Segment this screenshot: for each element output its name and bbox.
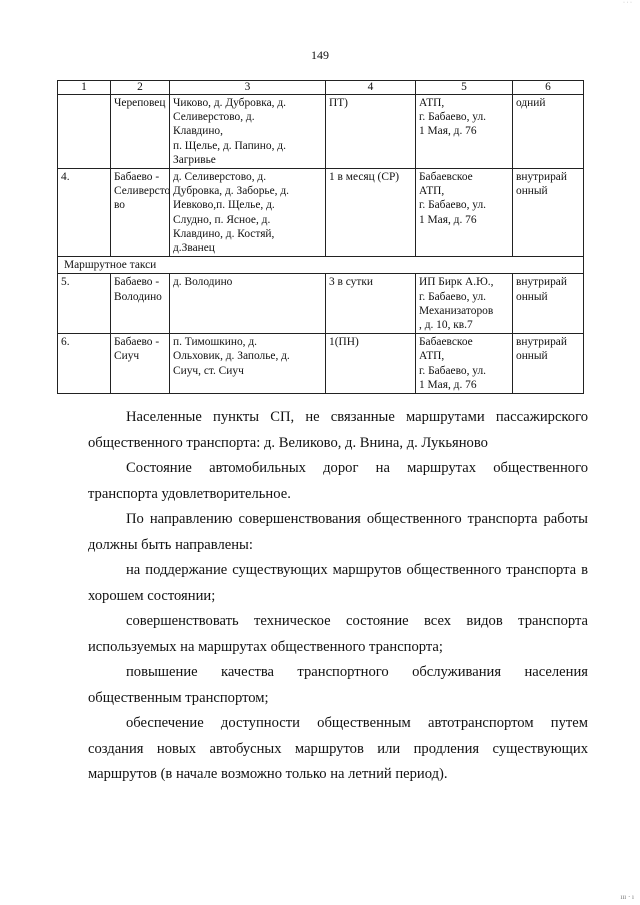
route-cell: [111, 334, 170, 394]
cell-line: Слудно, п. Ясное, д.: [173, 213, 271, 226]
row-number-cell: 5.: [58, 274, 111, 334]
column-header: 1: [58, 81, 111, 95]
cell-line: г. Бабаево, ул.: [419, 199, 487, 212]
body-paragraph: Состояние автомобильных дорог на маршрутах общественного транспорта удовлетворительное.: [88, 460, 588, 502]
route-cell: [111, 274, 170, 334]
column-header: 5: [416, 81, 513, 95]
cell-line: ПТ): [329, 97, 348, 109]
cell-line: Загривье: [173, 153, 216, 166]
routes-table: [57, 80, 584, 394]
cell-line: Сиуч, ст. Сиуч: [173, 364, 244, 377]
cell-line: одний: [516, 97, 546, 109]
cell-line: во: [114, 199, 125, 212]
body-paragraph: совершенствовать техническое состояние всех видов транспорта используемых на маршрутах общественного транспорта;: [88, 613, 588, 655]
page-number: 149: [311, 48, 329, 62]
cell-line: Володино: [114, 290, 162, 303]
cell-line: Иевково,п. Щелье, д.: [173, 199, 275, 212]
body-paragraph: Населенные пункты СП, не связанные маршрутами пассажирского общественного транспорта: д. Великово, д. Внина, д. Лукьяново: [88, 409, 588, 451]
cell-line: Череповец: [114, 97, 166, 109]
route-type-cell: [513, 274, 584, 334]
table-body: [58, 95, 584, 394]
cell-line: внутрирай: [516, 336, 567, 349]
cell-line: 1 Мая, д. 76: [419, 378, 477, 391]
frequency-cell: [326, 95, 416, 169]
cell-line: Бабаево -: [114, 336, 160, 349]
cell-line: онный: [516, 185, 548, 198]
body-paragraph: повышение качества транспортного обслуживания населения общественным транспортом;: [88, 664, 588, 706]
cell-line: п. Щелье, д. Папино, д.: [173, 139, 286, 152]
cell-line: АТП,: [419, 350, 445, 363]
body-text: [88, 405, 588, 788]
frequency-cell: [326, 169, 416, 257]
cell-line: Ольховик, д. Заполье, д.: [173, 350, 290, 363]
body-paragraph: обеспечение доступности общественным автотранспортом путем создания новых автобусных маршрутов или продления существующих маршрутов (в начале возможно только на летний период).: [88, 715, 588, 782]
carrier-cell: [416, 169, 513, 257]
cell-line: АТП,: [419, 185, 445, 198]
column-header: 3: [170, 81, 326, 95]
cell-line: ИП Бирк А.Ю.,: [419, 276, 494, 289]
cell-line: АТП,: [419, 97, 445, 109]
cell-line: Бабаево -: [114, 171, 160, 184]
table-section-row: [58, 257, 584, 274]
frequency-cell: [326, 334, 416, 394]
carrier-cell: [416, 95, 513, 169]
row-number-cell: 4.: [58, 169, 111, 257]
cell-line: онный: [516, 290, 548, 303]
cell-line: Клавдино,: [173, 125, 223, 138]
section-label: Маршрутное такси: [58, 257, 584, 274]
cell-line: Бабаево -: [114, 276, 160, 289]
cell-line: Бабаевское: [419, 171, 473, 184]
column-header: 6: [513, 81, 584, 95]
cell-line: д.Званец: [173, 242, 215, 255]
row-number-cell: [58, 95, 111, 169]
route-type-cell: [513, 169, 584, 257]
table-row: [58, 95, 584, 169]
frequency-cell: [326, 274, 416, 334]
stops-cell: [170, 274, 326, 334]
table-row: [58, 169, 584, 257]
cell-line: Селиверстово, д.: [173, 111, 255, 124]
table-header-row: [58, 81, 584, 95]
cell-line: г. Бабаево, ул.: [419, 111, 487, 124]
cell-line: внутрирай: [516, 276, 567, 289]
cell-line: 1 в месяц (СР): [329, 171, 400, 184]
cell-line: г. Бабаево, ул.: [419, 364, 487, 377]
stops-cell: [170, 169, 326, 257]
cell-line: Механизаторов: [419, 304, 494, 317]
column-header: 2: [111, 81, 170, 95]
cell-line: , д. 10, кв.7: [419, 319, 473, 332]
cell-line: д. Селиверстово, д.: [173, 171, 267, 184]
table-row: [58, 334, 584, 394]
cell-line: д. Володино: [173, 276, 233, 289]
cell-line: Селиверсто: [114, 185, 171, 198]
scan-artifact-top: · · ·: [623, 0, 632, 6]
scan-artifact-bottom: ııı · ı: [620, 893, 634, 901]
row-number-cell: 6.: [58, 334, 111, 394]
carrier-cell: [416, 334, 513, 394]
cell-line: онный: [516, 350, 548, 363]
cell-line: г. Бабаево, ул.: [419, 290, 487, 303]
route-cell: [111, 169, 170, 257]
cell-line: Клавдино, д. Костяй,: [173, 227, 275, 240]
body-paragraph: По направлению совершенствования общественного транспорта работы должны быть направлены:: [88, 511, 588, 553]
route-type-cell: [513, 334, 584, 394]
cell-line: 1(ПН): [329, 336, 359, 349]
cell-line: Дубровка, д. Заборье, д.: [173, 185, 290, 198]
stops-cell: [170, 95, 326, 169]
route-cell: [111, 95, 170, 169]
cell-line: 1 Мая, д. 76: [419, 213, 477, 226]
table-row: [58, 274, 584, 334]
cell-line: п. Тимошкино, д.: [173, 336, 257, 349]
cell-line: 3 в сутки: [329, 276, 373, 289]
cell-line: Бабаевское: [419, 336, 473, 349]
route-type-cell: [513, 95, 584, 169]
stops-cell: [170, 334, 326, 394]
column-header: 4: [326, 81, 416, 95]
body-paragraph: на поддержание существующих маршрутов общественного транспорта в хорошем состоянии;: [88, 562, 588, 604]
cell-line: внутрирай: [516, 171, 567, 184]
cell-line: 1 Мая, д. 76: [419, 125, 477, 138]
cell-line: Чиково, д. Дубровка, д.: [173, 97, 286, 109]
cell-line: Сиуч: [114, 350, 140, 363]
carrier-cell: [416, 274, 513, 334]
